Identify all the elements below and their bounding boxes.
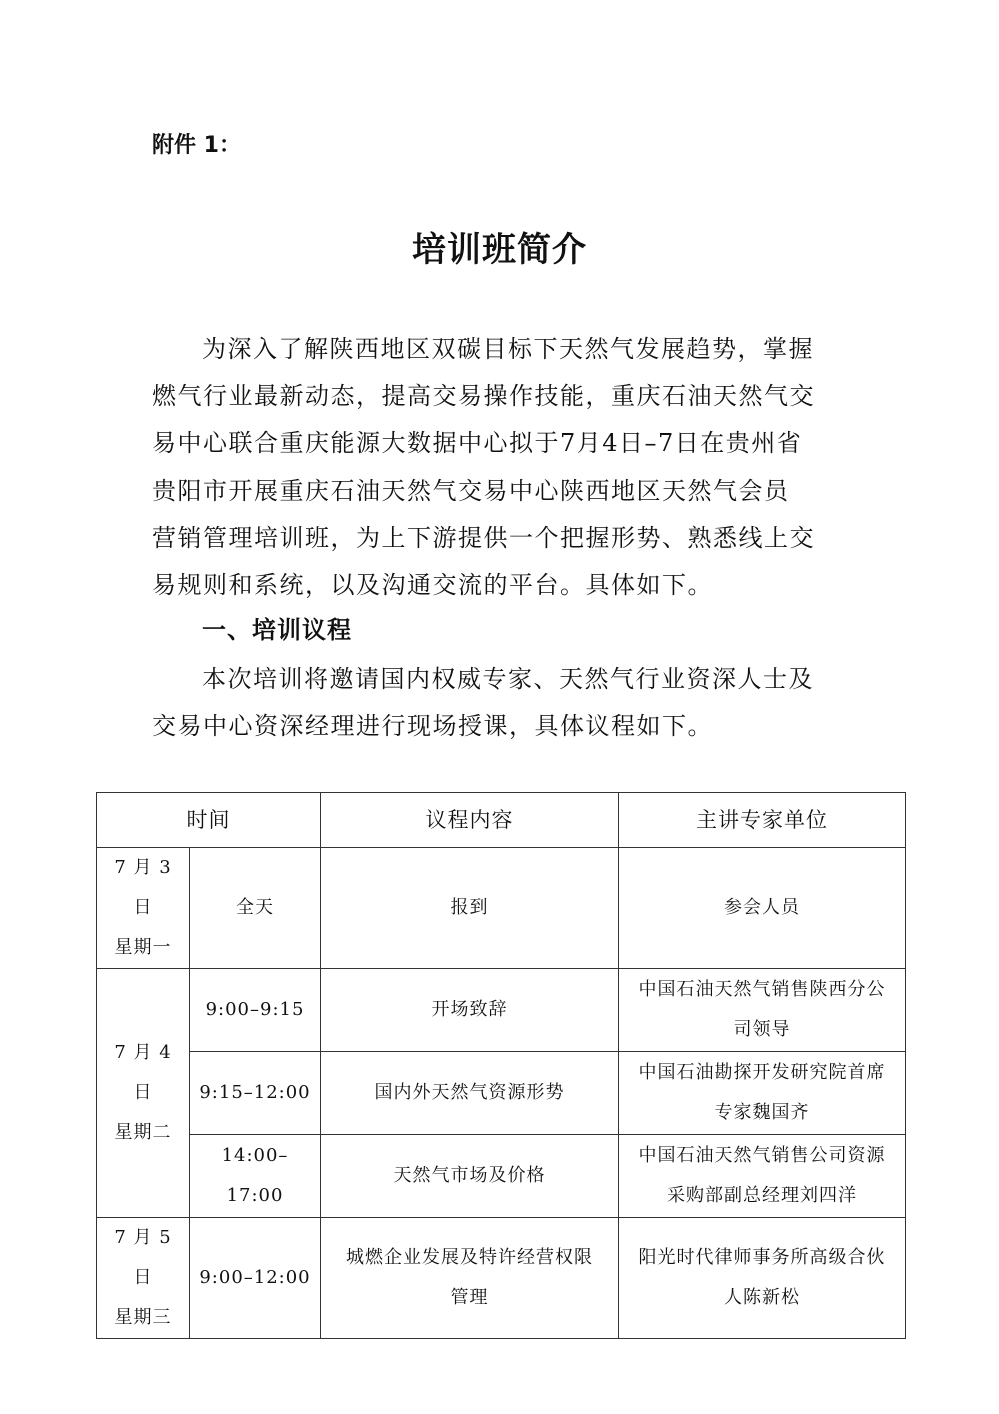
content-cell: 报到 [321,848,619,969]
date: 7 月 5 日 [114,1227,172,1288]
time-cell: 9:15–12:00 [190,1052,321,1135]
speaker-line: 采购部副总经理刘四洋 [667,1185,857,1206]
speaker-line: 中国石油天然气销售公司资源 [638,1145,886,1166]
speaker-line: 人陈新松 [724,1287,800,1308]
table-header-row [97,793,906,848]
table-row [97,1218,906,1339]
header-content: 议程内容 [321,793,619,848]
intro-line: 易中心联合重庆能源大数据中心拟于7月4日–7日在贵州省 [152,429,803,458]
table-row [97,969,906,1052]
intro-paragraph [152,326,852,609]
content-line: 管理 [450,1287,489,1308]
agenda-intro-line: 本次培训将邀请国内权威专家、天然气行业资深人士及 [202,665,814,693]
speaker-cell [619,1218,906,1339]
speaker-line: 阳光时代律师事务所高级合伙 [638,1247,886,1268]
attachment-label: 附件 1： [152,133,241,158]
content-cell: 天然气市场及价格 [321,1135,619,1218]
weekday: 星期三 [114,1307,172,1328]
intro-line: 为深入了解陕西地区双碳目标下天然气发展趋势，掌握 [202,335,814,363]
time-cell: 9:00–12:00 [190,1218,321,1339]
intro-line: 营销管理培训班，为上下游提供一个把握形势、熟悉线上交 [152,523,815,552]
weekday: 星期一 [114,937,172,958]
speaker-cell [619,1052,906,1135]
speaker-line: 中国石油勘探开发研究院首席 [638,1062,886,1083]
date-cell [97,848,190,969]
agenda-intro-line: 交易中心资深经理进行现场授课，具体议程如下。 [152,712,713,741]
table-row [97,1135,906,1218]
page-title: 培训班简介 [412,230,587,270]
table-row [97,1052,906,1135]
content-cell [321,1218,619,1339]
agenda-table [96,792,906,1339]
content-cell: 开场致辞 [321,969,619,1052]
time-cell: 9:00–9:15 [190,969,321,1052]
date-cell [97,1218,190,1339]
content-cell: 国内外天然气资源形势 [321,1052,619,1135]
intro-line: 贵阳市开展重庆石油天然气交易中心陕西地区天然气会员 [152,476,790,505]
agenda-intro-paragraph [152,656,852,750]
speaker-cell: 参会人员 [619,848,906,969]
date: 7 月 3 日 [114,857,172,918]
intro-line: 易规则和系统，以及沟通交流的平台。具体如下。 [152,571,713,600]
speaker-line: 专家魏国齐 [714,1102,810,1123]
weekday: 星期二 [114,1122,172,1143]
intro-line: 燃气行业最新动态，提高交易操作技能，重庆石油天然气交 [152,382,815,411]
header-time: 时间 [97,793,321,848]
speaker-cell [619,969,906,1052]
date-cell [97,969,190,1218]
time-cell: 全天 [190,848,321,969]
time-cell: 14:00–17:00 [190,1135,321,1218]
table-row [97,848,906,969]
content-line: 城燃企业发展及特许经营权限 [346,1247,593,1268]
header-speaker: 主讲专家单位 [619,793,906,848]
speaker-line: 司领导 [733,1019,791,1040]
date: 7 月 4 日 [114,1042,172,1103]
section-heading-agenda: 一、培训议程 [202,616,352,644]
speaker-cell [619,1135,906,1218]
speaker-line: 中国石油天然气销售陕西分公 [638,979,886,1000]
